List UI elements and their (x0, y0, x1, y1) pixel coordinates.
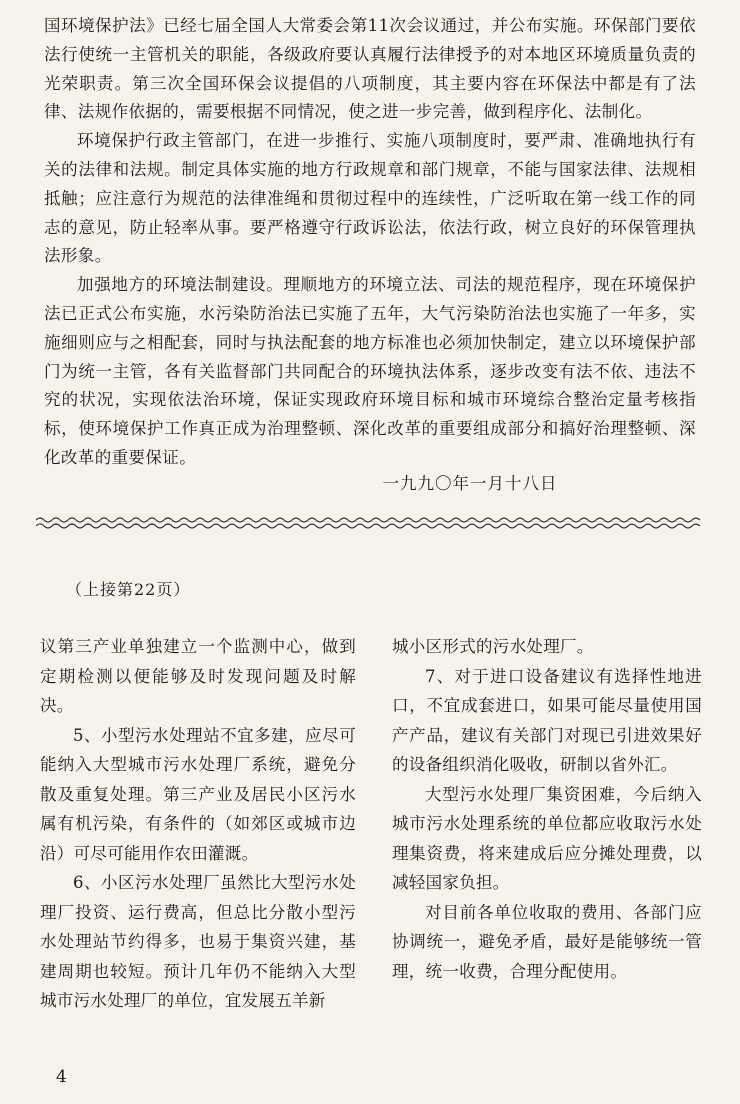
signing-date: 一九九〇年一月十八日 (382, 474, 558, 493)
top-paragraph-3: 加强地方的环境法制建设。理顺地方的环境立法、司法的规范程序，现在环境保护法已正式公布实施，水污染防治法已实施了五年，大气污染防治法也实施了一年多，实施细则应与之相配套，同时与执法配套的地方标准也必须加快制定，建立以环境保护部门为统一主管，各有关监督部门共同配合的环境执法体系，逐步改变有法不依、违法不究的状况，实现依法治环境，保证实现政府环境目标和城市环境综合整治定量考核指标，使环境保护工作真正成为治理整顿、深化改革的重要组成部分和搞好治理整顿、深化改革的重要保证。 (44, 275, 696, 467)
continued-from-note: （上接第22页） (66, 580, 191, 599)
top-paragraph-1: 国环境保护法》已经七届全国人大常委会第11次会议通过，并公布实施。环保部门要依法行使统一主管机关的职能，各级政府要认真履行法律授予的对本地区环境质量负责的光荣职责。第三次全国环保会议提倡的八项制度，其主要内容在环保法中都是有了法律、法规作依据的，需要根据不同情况，使之进一步完善，做到程序化、法制化。 (44, 16, 696, 122)
right-paragraph-2: 7、对于进口设备建议有选择性地进口，不宜成套进口，如果可能尽量使用国产产品，建议有关部门对现已引进效果好的设备组织消化吸收，研制以省外汇。 (392, 666, 702, 774)
right-column (392, 632, 702, 986)
top-paragraph-2: 环境保护行政主管部门，在进一步推行、实施八项制度时，要严肃、准确地执行有关的法律和法规。制定具体实施的地方行政规章和部门规章，不能与国家法律、法规相抵触；应注意行为规范的法律准绳和贯彻过程中的连续性，广泛听取在第一线工作的同志的意见，防止轻率从事。要严格遵守行政诉讼法，依法行政，树立良好的环保管理执法形象。 (44, 131, 696, 266)
top-text-section (44, 12, 696, 473)
wavy-divider (36, 516, 704, 530)
right-paragraph-3: 大型污水处理厂集资困难，今后纳入城市污水处理系统的单位都应收取污水处理集资费，将来建成后应分摊处理费，以减轻国家负担。 (392, 784, 702, 892)
right-paragraph-4: 对目前各单位收取的费用、各部门应协调统一，避免矛盾，最好是能够统一管理，统一收费，合理分配使用。 (392, 902, 702, 981)
left-paragraph-3: 6、小区污水处理厂虽然比大型污水处理厂投资、运行费高，但总比分散小型污水处理站节约得多，也易于集资兴建，基建周期也较短。预计几年仍不能纳入大型城市污水处理厂的单位，宜发展五羊新 (40, 873, 356, 1010)
left-paragraph-2: 5、小型污水处理站不宜多建，应尽可能纳入大型城市污水处理厂系统，避免分散及重复处理。第三产业及居民小区污水属有机污染，有条件的（如郊区或城市边沿）可尽可能用作农田灌溉。 (40, 725, 356, 863)
page-number: 4 (56, 1067, 67, 1087)
left-column (40, 632, 356, 1016)
right-paragraph-1: 城小区形式的污水处理厂。 (392, 637, 594, 656)
left-paragraph-1: 议第三产业单独建立一个监测中心，做到定期检测以便能够及时发现问题及时解决。 (40, 637, 356, 715)
